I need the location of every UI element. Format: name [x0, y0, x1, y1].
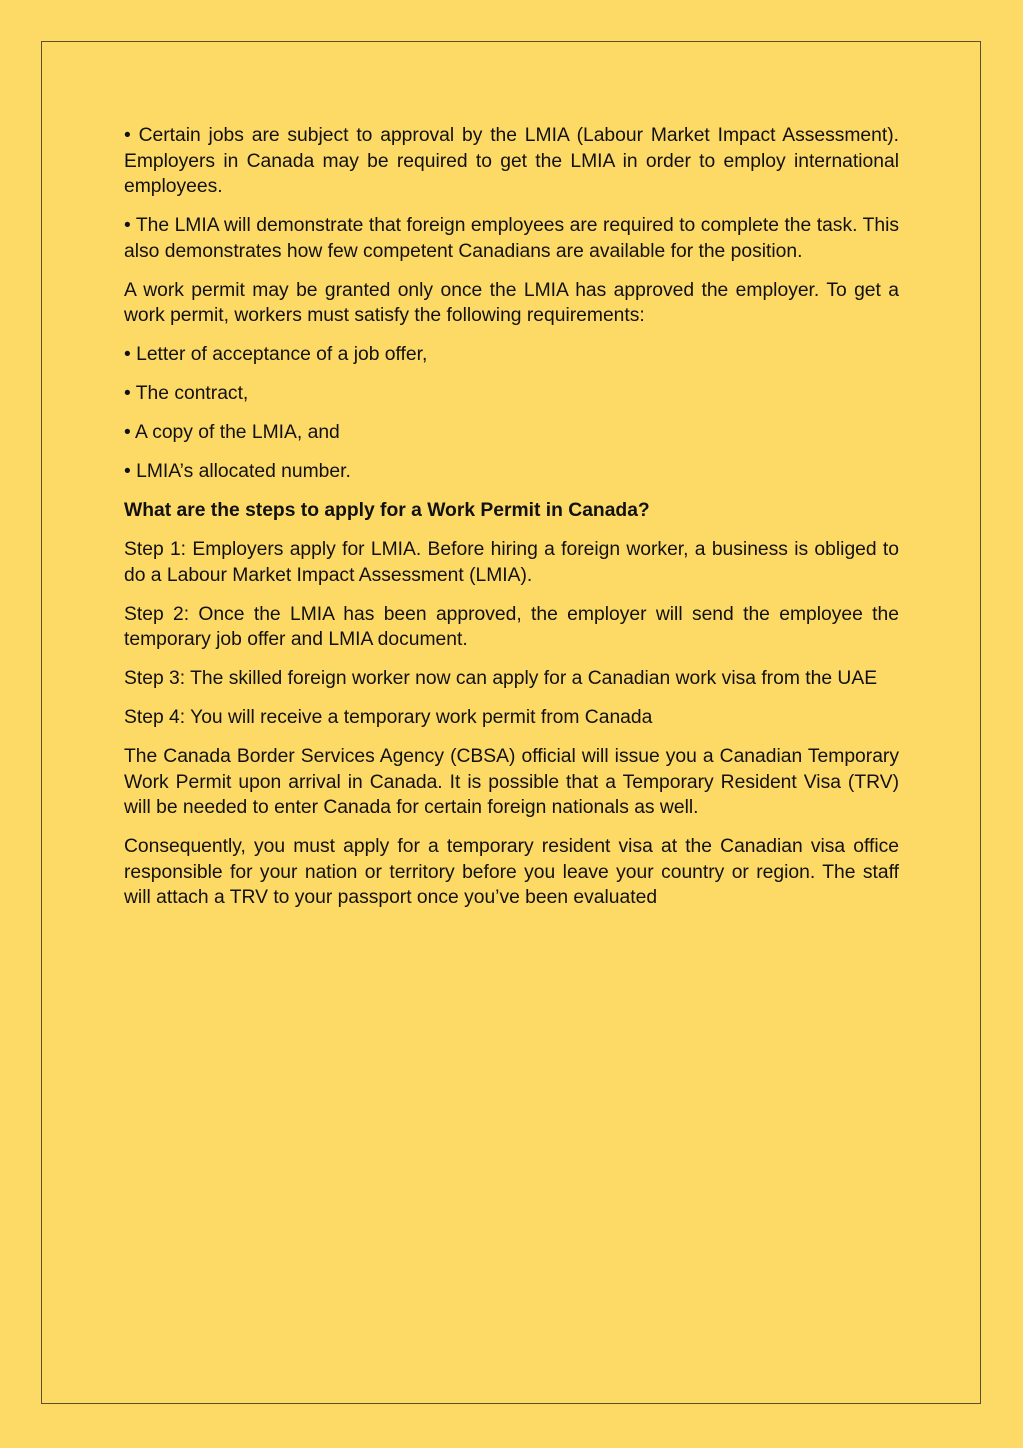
paragraph-lmia-demonstrates: • The LMIA will demonstrate that foreign employees are required to complete the task. This also demonstrates how few competent Canadians are available for the position.	[124, 215, 899, 262]
paragraph-cbsa: The Canada Border Services Agency (CBSA) official will issue you a Canadian Temporary Work Permit upon arrival in Canada. It is possible that a Temporary Resident Visa (TRV) will be needed to enter Canada for certain foreign nationals as well.	[124, 746, 899, 818]
paragraph-step-3: Step 3: The skilled foreign worker now can apply for a Canadian work visa from the UAE	[124, 668, 878, 689]
paragraph-lmia-approval: • Certain jobs are subject to approval by the LMIA (Labour Market Impact Assessment). Employers in Canada may be required to get the LMIA in order to employ international employees.	[124, 125, 899, 197]
list-item-contract: • The contract,	[124, 383, 249, 404]
paragraph-step-2: Step 2: Once the LMIA has been approved, the employer will send the employee the temporary job offer and LMIA document.	[124, 603, 899, 650]
list-item-letter-of-acceptance: • Letter of acceptance of a job offer,	[124, 344, 428, 365]
document-body	[124, 123, 899, 924]
paragraph-step-4: Step 4: You will receive a temporary work permit from Canada	[124, 707, 653, 728]
paragraph-step-1: Step 1: Employers apply for LMIA. Before hiring a foreign worker, a business is obliged to do a Labour Market Impact Assessment (LMIA).	[124, 539, 899, 586]
paragraph-trv: Consequently, you must apply for a temporary resident visa at the Canadian visa office responsible for your nation or territory before you leave your country or region. The staff will attach a TRV to your passport once you’ve been evaluated	[124, 836, 899, 908]
paragraph-work-permit-requirements: A work permit may be granted only once the LMIA has approved the employer. To get a work permit, workers must satisfy the following requirements:	[124, 279, 899, 326]
list-item-lmia-copy: • A copy of the LMIA, and	[124, 422, 340, 443]
list-item-lmia-number: • LMIA’s allocated number.	[124, 461, 351, 482]
section-heading-steps: What are the steps to apply for a Work Permit in Canada?	[124, 500, 650, 521]
